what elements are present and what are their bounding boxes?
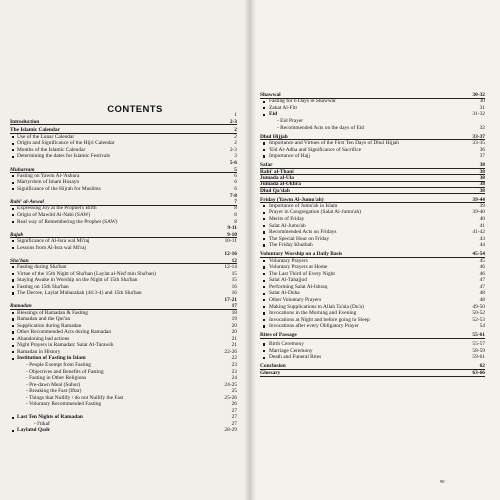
toc-entry-title: Salat Al-Duha [269, 290, 300, 297]
toc-entry-title: Blessings of Ramadan & Fasting [17, 309, 88, 316]
toc-entry-page: 55-61 [472, 332, 485, 339]
toc-entry-page: 20 [231, 322, 237, 329]
bullet-icon [12, 345, 14, 347]
toc-entry-page: 62 [479, 363, 485, 370]
toc-entry-page: 23 [231, 361, 237, 368]
toc-entry-title: Shawwal [260, 92, 281, 98]
bullet-icon [12, 286, 14, 288]
toc-entry-title: Invocations in the Morning and Evening [269, 310, 357, 317]
toc-entry-page: 50-52 [472, 310, 485, 317]
toc-entry-title: Performing Salat Al-Ishraq [269, 283, 328, 290]
bullet-icon [12, 351, 14, 353]
toc-entry-page: 63-66 [472, 369, 485, 376]
toc-entry-title: Lessons from Al-Isra wal Mi'raj [17, 244, 86, 251]
toc-entry-page: 46 [479, 270, 485, 277]
section-rule [10, 124, 237, 125]
section-rule [260, 193, 485, 194]
toc-entry-title: Salat Al-Tahajjud [269, 277, 307, 284]
bullet-icon [12, 292, 14, 294]
toc-entry-title: Months of the Islamic Calendar [17, 146, 86, 153]
toc-entry-title: 'Eid Al-Adha and Significance of Sacrifice [269, 146, 362, 153]
toc-entry-page: 22-26 [224, 348, 237, 355]
bullet-icon [263, 149, 265, 151]
bullet-icon [263, 218, 265, 220]
bullet-icon [12, 214, 14, 216]
toc-entry-title: Dhul Hijjah [260, 133, 288, 140]
toc-entry-title: Significance of Al-Isra wal Mi'raj [17, 237, 90, 244]
bullet-icon [12, 266, 14, 268]
toc-entry-page: 47 [479, 283, 485, 290]
toc-entry-title: Other Voluntary Prayers [269, 296, 322, 303]
toc-entry-title: - People Exempt from Fasting [26, 361, 91, 368]
toc-entry-title: The Special Hour on Friday [269, 235, 330, 242]
toc-entry [260, 125, 485, 132]
toc-entry-page: 48 [479, 290, 485, 297]
toc-entry-page: 28-29 [224, 427, 237, 434]
toc-entry-page: 38 [479, 187, 485, 194]
bullet-icon [263, 286, 265, 288]
bullet-icon [263, 293, 265, 295]
toc-entry-title: Recommended Acts on Fridays [269, 229, 337, 236]
toc-entry-page: 12 [231, 257, 237, 264]
toc-entry-page: 17 [231, 303, 237, 310]
toc-entry-page: 16 [231, 290, 237, 297]
toc-entry-title: Voluntary Prayers at Home [269, 264, 328, 271]
bullet-icon [263, 273, 265, 275]
toc-entry-title: Determining the dates for Islamic Festivals [17, 153, 110, 160]
bullet-icon [263, 205, 265, 207]
section-rule [260, 376, 485, 377]
toc-entry-title: Jumada al-Ukhra [260, 181, 301, 188]
toc-entry-page: 12-14 [224, 263, 237, 270]
toc-entry-title: Conclusion [260, 363, 286, 370]
toc-entry-page: 25-26 [224, 394, 237, 401]
toc-entry-page: 24-25 [224, 381, 237, 388]
bullet-icon [263, 244, 265, 246]
bullet-icon [263, 350, 265, 352]
bullet-icon [263, 107, 265, 109]
bullet-icon [12, 221, 14, 223]
toc-entry-page: 40 [479, 216, 485, 222]
toc-left [10, 112, 237, 434]
contents-heading: CONTENTS [107, 104, 163, 115]
toc-entry-title: Institution of Fasting in Islam [17, 355, 86, 362]
toc-entry-title: - Objectives and Benefits of Fasting [26, 368, 104, 375]
toc-entry-page: 38 [479, 162, 485, 169]
toc-entry-title: The Friday Khutbah [269, 242, 313, 249]
bullet-icon [12, 318, 14, 320]
toc-entry-page: 2-3 [229, 118, 237, 125]
toc-entry-page: 2 [234, 140, 237, 147]
toc-entry-page: 30 [479, 98, 485, 105]
toc-entry-page: 8 [234, 211, 237, 218]
bullet-icon [263, 260, 265, 262]
toc-entry-page: 47 [479, 277, 485, 284]
toc-entry-page: 8 [234, 218, 237, 225]
toc-entry-page: 55-57 [472, 341, 485, 348]
bullet-icon [12, 182, 14, 184]
toc-entry-title: Virtue of the 15th Night of Sha'ban (Laylat al-Nisf min Sha'ban) [17, 270, 156, 277]
toc-entry-page: 39-44 [472, 196, 485, 203]
toc-entry-title: Fasting on Yawm Al-'Ashura [17, 172, 80, 179]
toc-entry-title: Laylatul Qadr [17, 427, 51, 434]
bullet-icon [263, 142, 265, 144]
toc-entry-page: 32 [479, 124, 485, 131]
toc-entry-page: 9-10 [227, 231, 237, 238]
toc-entry-title: Sha'ban [10, 257, 29, 264]
toc-entry-title: Fasting on 15th Sha'ban [17, 283, 69, 290]
toc-entry [260, 354, 485, 361]
toc-entry-page: 37 [479, 153, 485, 160]
toc-entry-page: 17-21 [224, 296, 237, 303]
toc-entry-title: - I'tikaf [34, 420, 50, 427]
bullet-icon [263, 212, 265, 214]
bullet-icon [12, 136, 14, 138]
bullet-icon [263, 155, 265, 157]
toc-entry-page: 21 [231, 342, 237, 349]
toc-entry-title: Significance of the Hijrah for Muslims [17, 186, 101, 192]
toc-entry-page: 22 [231, 355, 237, 362]
book-gutter [244, 0, 256, 500]
page-number: 90 [440, 479, 445, 484]
bullet-icon [12, 143, 14, 145]
toc-entry-title: Invocations after every Obligatory Prayer [269, 323, 359, 330]
bullet-icon [12, 208, 14, 210]
bullet-icon [12, 417, 14, 419]
bullet-icon [12, 325, 14, 327]
left-page [0, 0, 249, 500]
toc-entry-page: 6 [234, 179, 237, 186]
toc-entry-title: Rites of Passage [260, 332, 297, 339]
toc-entry-page: 38 [479, 181, 485, 188]
toc-entry-page: 46 [479, 264, 485, 271]
toc-entry [260, 153, 485, 160]
toc-entry-title: Ramadan and the Qur'an [17, 316, 71, 323]
toc-entry-page: 25 [231, 388, 237, 395]
bullet-icon [12, 331, 14, 333]
bullet-icon [263, 343, 265, 345]
toc-entry-title: Voluntary Prayers [269, 257, 308, 264]
toc-entry-title: Rabi' al-Thani [260, 168, 294, 175]
bullet-icon [12, 175, 14, 177]
toc-entry-title: Martyrdom of Imam Husayn [17, 179, 80, 186]
toc-entry-title: Importance of Jumu'ah in Islam [269, 202, 338, 209]
toc-entry-page: 59-61 [472, 354, 485, 361]
toc-entry-page: 41 [479, 222, 485, 229]
bullet-icon [263, 357, 265, 359]
toc-entry-title: Friday (Yawm Al-Jumu'ah) [260, 196, 324, 203]
toc-entry-page: 24 [231, 375, 237, 382]
toc-entry-title: Salat Al-Jumu'ah [269, 222, 306, 229]
toc-entry-title: Origin and Significance of the Hijri Calendar [17, 140, 115, 147]
toc-entry-page: 2-3 [229, 146, 237, 153]
toc-entry-title: Rabi' al-Awwal [10, 199, 44, 206]
toc-entry-title: Expressing Joy at the Prophet's Birth [17, 205, 97, 212]
bullet-icon [12, 240, 14, 242]
toc-entry-page: 43 [479, 235, 485, 242]
bullet-icon [12, 430, 14, 432]
toc-entry-title: Other Recommended Acts during Ramadan [17, 329, 112, 336]
toc-entry-title: Prayer in Congregation (Salat Al-Jumu'ah) [269, 209, 361, 216]
bullet-icon [263, 231, 265, 233]
toc-entry [260, 323, 485, 330]
toc-entry-page: 26 [231, 401, 237, 408]
toc-entry-title: The Islamic Calendar [10, 127, 61, 134]
toc-entry-title: The Decree, Laylat Mubarakah (44:3-4) and 15th Sha'ban [17, 290, 142, 297]
toc-entry-page: 2 [234, 133, 237, 140]
bullet-icon [12, 188, 14, 190]
bullet-icon [263, 114, 265, 116]
toc-entry-page: 45 [479, 257, 485, 264]
toc-entry-page: 5-6 [229, 160, 237, 167]
toc-entry-page: 6 [234, 186, 237, 192]
toc-entry-page: 30-32 [472, 92, 485, 98]
bullet-icon [263, 312, 265, 314]
toc-entry-page: 58-59 [472, 347, 485, 354]
toc-entry-title: Origin of Mawlid Al-Nabi (SAW) [17, 211, 91, 218]
bullet-icon [12, 279, 14, 281]
toc-entry-title: - Things that Nullify / do not Nullify the Fast [26, 394, 124, 401]
toc-entry-page: 2 [234, 127, 237, 134]
toc-entry-title: Merits of Friday [269, 216, 305, 222]
toc-entry-title: Birth Ceremony [269, 341, 304, 348]
toc-entry-page: 38 [479, 168, 485, 175]
toc-entry-title: Night Prayers in Ramadan: Salat Al-Tarawih [17, 342, 114, 349]
bullet-icon [12, 338, 14, 340]
toc-entry-title: Importance of Hajj [269, 153, 311, 160]
toc-entry-page: 36 [479, 146, 485, 153]
toc-entry-title: Real way of Remembering the Prophet (SAW) [17, 218, 118, 225]
toc-entry-title: Introduction [10, 118, 40, 125]
toc-entry [10, 427, 237, 434]
toc-entry-title: Death and Funeral Rites [269, 354, 322, 361]
toc-entry-title: Jumada al-Ula [260, 174, 294, 181]
toc-entry-title: Marriage Ceremony [269, 347, 313, 354]
bullet-icon [263, 319, 265, 321]
toc-entry [260, 242, 485, 249]
toc-entry-page: 54 [479, 323, 485, 330]
toc-entry-page: 6 [234, 172, 237, 179]
toc-entry-title: Importance and Virtues of the First Ten Days of Dhul Hijjah [269, 140, 399, 147]
bullet-icon [263, 306, 265, 308]
toc-entry-page: 41-42 [472, 229, 485, 236]
toc-entry-page: 1 [234, 112, 237, 118]
toc-entry-page: 52-53 [472, 316, 485, 323]
toc-entry-title: Making Supplications to Allah Ta'ala (Du'a) [269, 303, 364, 310]
toc-entry-page: 21 [231, 335, 237, 342]
bullet-icon [12, 273, 14, 275]
toc-entry-page: 38 [479, 174, 485, 181]
toc-entry-page: 5 [234, 166, 237, 173]
toc-entry-page: 27 [231, 407, 237, 414]
toc-entry-page: 7-8 [229, 192, 237, 199]
toc-entry-page: 48 [479, 296, 485, 303]
toc-entry-page: 27 [231, 420, 237, 427]
toc-entry-page: 49-50 [472, 303, 485, 310]
toc-entry-title: - Recommended Acts on the days of Eid [277, 124, 364, 131]
toc-entry-title: Rajab [10, 231, 24, 238]
toc-entry-page: 12-16 [224, 251, 237, 258]
toc-entry-page: 23 [231, 368, 237, 375]
toc-entry-title: Use of the Lunar Calendar [17, 133, 75, 140]
bullet-icon [12, 358, 14, 360]
bullet-icon [12, 156, 14, 158]
toc-entry-title: Staying Awake in Worship on the Night of 15th Sha'ban [17, 277, 138, 284]
toc-entry-title: Glossary [260, 369, 281, 376]
bullet-icon [12, 312, 14, 314]
toc-entry-page: 19 [231, 316, 237, 323]
toc-entry-title: Fasting for 6 Days in Shawwal [269, 98, 336, 105]
right-page [250, 0, 500, 500]
toc-entry-page: 3 [234, 153, 237, 160]
toc-entry-page: 33-35 [472, 140, 485, 147]
toc-entry-title: Abandoning bad actions [17, 335, 70, 342]
toc-entry-title: - Fasting in Other Religions [26, 375, 87, 382]
bullet-icon [263, 266, 265, 268]
toc-entry-page: 33-37 [472, 133, 485, 140]
toc-entry-title: Invocations at Night and before going to Sleep [269, 316, 370, 323]
bullet-icon [263, 325, 265, 327]
toc-entry-page: 27 [231, 414, 237, 421]
toc-entry-page: 15 [231, 270, 237, 277]
toc-entry-page: 20 [231, 329, 237, 336]
toc-entry-page: 31-32 [472, 111, 485, 118]
bullet-icon [12, 149, 14, 151]
toc-entry-page: 15 [231, 277, 237, 284]
toc-entry-title: - Voluntary Recommended Fasting [26, 401, 102, 408]
toc-entry-page: 8 [234, 205, 237, 212]
toc-entry-page: 16 [231, 283, 237, 290]
bullet-icon [263, 238, 265, 240]
toc-entry-title: Voluntary Worship on a Daily Basis [260, 251, 343, 258]
toc-entry-page: 7 [234, 199, 237, 206]
toc-entry-page: 39-40 [472, 209, 485, 216]
toc-entry-title: Ramadan in History [17, 348, 61, 355]
bullet-icon [263, 280, 265, 282]
toc-entry-title: Fasting during Sha'ban [17, 263, 67, 270]
toc-entry-title: - Breaking the Fast (Iftar) [26, 388, 82, 395]
bullet-icon [263, 225, 265, 227]
toc-entry-title: Eid [269, 111, 278, 118]
toc-entry-title: Last Ten Nights of Ramadan [17, 414, 83, 421]
toc-entry-title: Safar [260, 162, 273, 169]
bullet-icon [263, 101, 265, 103]
toc-entry-title: Dhul Qa'dah [260, 187, 290, 194]
toc-entry-title: - Pre-dawn Meal (Suhur) [26, 381, 81, 388]
toc-entry-page: 18 [231, 309, 237, 316]
toc-entry-title: - Eid Prayer [277, 117, 304, 124]
section-rule [260, 338, 485, 339]
toc-entry-title: Zakat Al-Fitr [269, 104, 298, 111]
toc-entry-page: 10-11 [224, 237, 237, 244]
toc-entry-page: 31 [479, 104, 485, 111]
bullet-icon [263, 299, 265, 301]
toc-right [260, 92, 485, 376]
toc-entry-title: Ramadan [10, 303, 32, 310]
toc-entry-title: Muharram [10, 166, 35, 173]
toc-entry-page: 44 [479, 242, 485, 249]
toc-entry-title: The Last Third of Every Night [269, 270, 335, 277]
bullet-icon [12, 247, 14, 249]
toc-entry-page: 39 [479, 202, 485, 209]
toc-entry-page: 45-54 [472, 251, 485, 258]
toc-entry-title: Supplication during Ramadan [17, 322, 82, 329]
toc-entry-page: 9-11 [227, 225, 237, 232]
